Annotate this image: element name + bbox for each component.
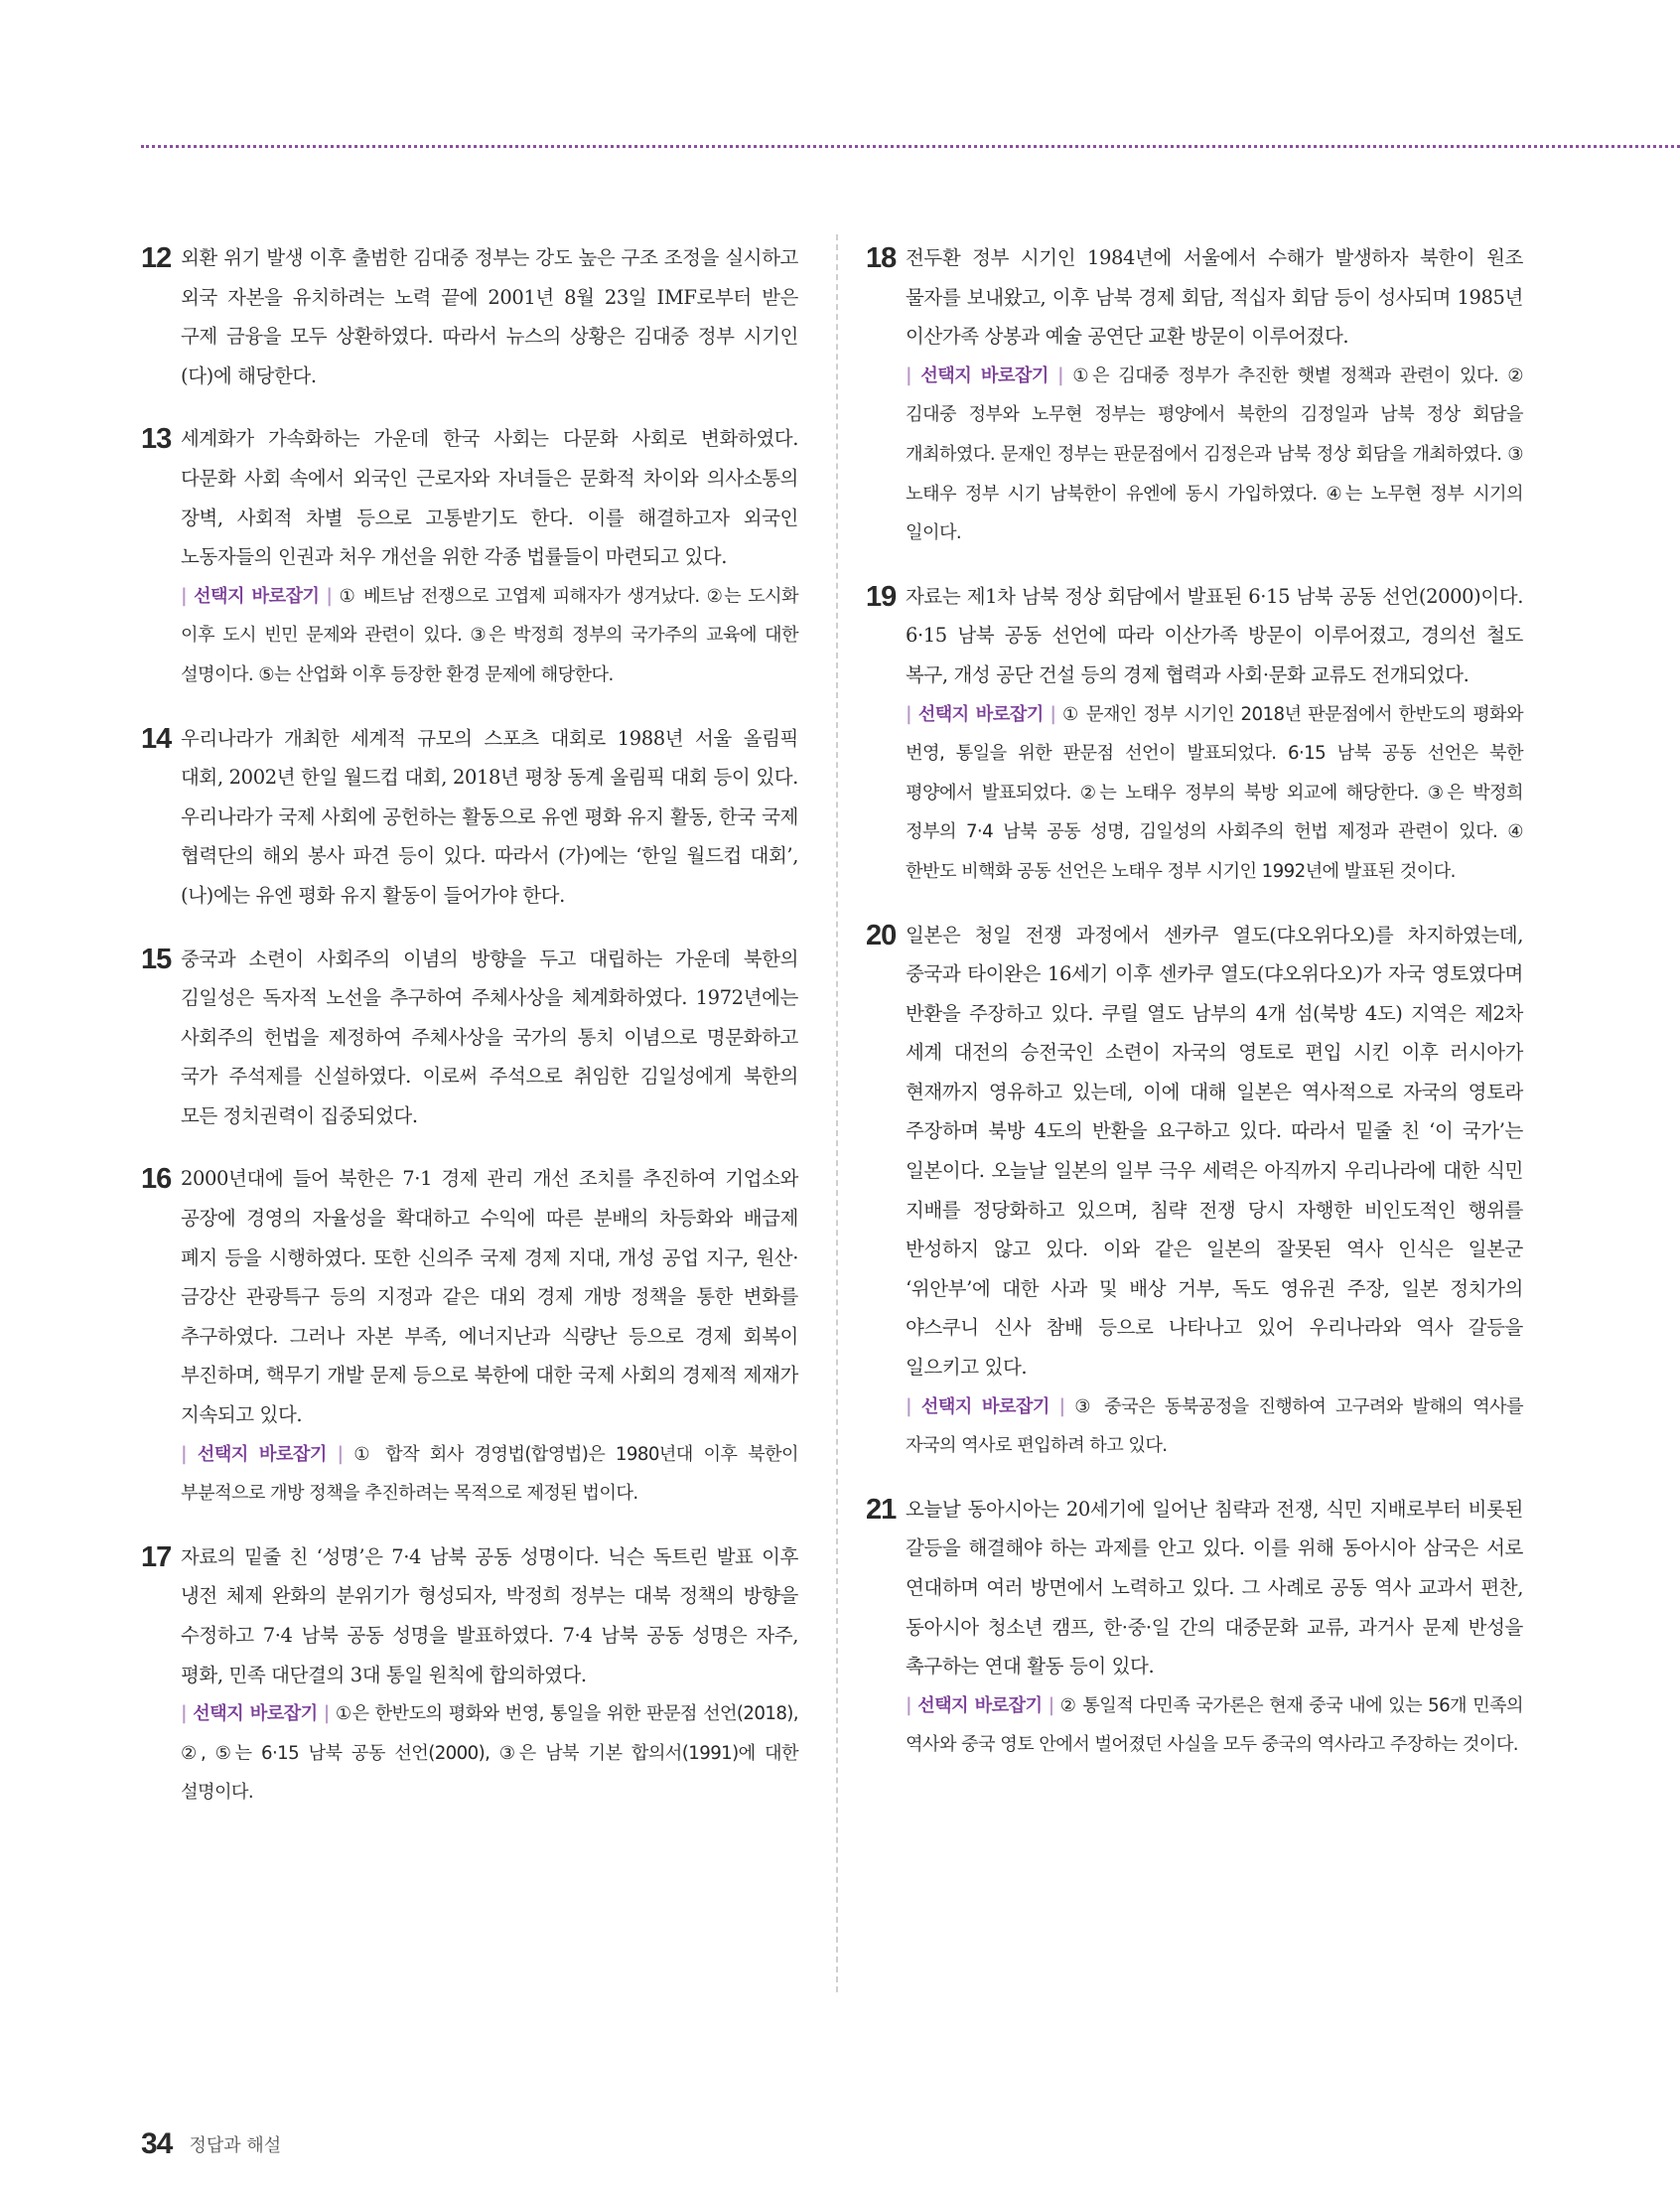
answer-item-14 bbox=[141, 719, 798, 916]
answer-item-20 bbox=[866, 916, 1523, 1466]
note-text: ① 합작 회사 경영법(합영법)은 1980년대 이후 북한이 부분적으로 개방 정책을 추진하려는 목적으로 제정된 법이다. bbox=[181, 1443, 798, 1505]
choice-correction-note bbox=[906, 357, 1523, 553]
page-label: 정답과 해설 bbox=[189, 2135, 282, 2156]
note-tag: 선택지 바로잡기 bbox=[194, 585, 320, 607]
answer-item-21 bbox=[866, 1490, 1523, 1765]
question-number: 20 bbox=[866, 919, 897, 951]
answer-explanation: 오늘날 동아시아는 20세기에 일어난 침략과 전쟁, 식민 지배로부터 비롯된 갈등을 해결해야 하는 과제를 안고 있다. 이를 위해 동아시아 삼국은 서로 연대하며 여러 방면에서 노력하고 있다. 그 사례로 공동 역사 교과서 편찬, 동아시아 청소년 캠프, 한·중·일 간의 대중문화 교류, 과거사 문제 반성을 촉구하는 연대 활동 등이 있다. bbox=[906, 1497, 1523, 1678]
note-tag: 선택지 바로잡기 bbox=[193, 1703, 318, 1725]
answer-explanation: 전두환 정부 시기인 1984년에 서울에서 수해가 발생하자 북한이 원조 물자를 보내왔고, 이후 남북 경제 회담, 적십자 회담 등이 성사되며 1985년 이산가족 상봉과 예술 공연단 교환 방문이 이루어졌다. bbox=[906, 246, 1523, 349]
note-tag: 선택지 바로잡기 bbox=[920, 1395, 1050, 1417]
answer-item-17 bbox=[141, 1537, 798, 1813]
note-bar: | bbox=[1050, 703, 1056, 725]
choice-correction-note bbox=[181, 1435, 798, 1514]
choice-correction-note bbox=[181, 1694, 798, 1813]
choice-correction-note bbox=[906, 1387, 1523, 1466]
question-number: 16 bbox=[141, 1163, 172, 1196]
page-footer bbox=[141, 2127, 281, 2161]
note-bar: | bbox=[323, 1703, 330, 1725]
answer-item-13 bbox=[141, 419, 798, 694]
note-bar: | bbox=[906, 703, 912, 725]
choice-correction-note bbox=[906, 1686, 1523, 1765]
left-column bbox=[141, 238, 798, 1836]
note-text: ① 문재인 정부 시기인 2018년 판문점에서 한반도의 평화와 번영, 통일을 위한 판문점 선언이 발표되었다. 6·15 남북 공동 선언은 북한 평양에서 발표되었다. ②는 노태우 정부의 북방 외교에 해당한다. ③은 박정희 정부의 7·4 남북 공동 성명, 김일성의 사회주의 헌법 제정과 관련이 있다. ④ 한반도 비핵화 공동 선언은 노태우 정부 시기인 1992년에 발표된 것이다. bbox=[906, 703, 1523, 882]
note-bar: | bbox=[1058, 1395, 1065, 1417]
note-bar: | bbox=[1048, 1694, 1054, 1716]
note-text: ①은 김대중 정부가 추진한 햇볕 정책과 관련이 있다. ② 김대중 정부와 노무현 정부는 평양에서 북한의 김정일과 남북 정상 회담을 개최하였다. 문재인 정부는 판문점에서 김정은과 남북 정상 회담을 개최하였다. ③ 노태우 정부 시기 남북한이 유엔에 동시 가입하였다. ④는 노무현 정부 시기의 일이다. bbox=[906, 365, 1523, 544]
answer-item-12 bbox=[141, 238, 798, 395]
question-number: 21 bbox=[866, 1493, 897, 1526]
answer-explanation: 2000년대에 들어 북한은 7·1 경제 관리 개선 조치를 추진하여 기업소와 공장에 경영의 자율성을 확대하고 수익에 따른 분배의 차등화와 배급제 폐지 등을 시행하였다. 또한 신의주 국제 경제 지대, 개성 공업 지구, 원산·금강산 관광특구 등의 지정과 같은 대외 경제 개방 정책을 통한 변화를 추구하였다. 그러나 자본 부족, 에너지난과 식량난 등으로 경제 회복이 부진하며, 핵무기 개발 문제 등으로 북한에 대한 국제 사회의 경제적 제재가 지속되고 있다. bbox=[181, 1167, 798, 1427]
answer-explanation: 자료는 제1차 남북 정상 회담에서 발표된 6·15 남북 공동 선언(2000)이다. 6·15 남북 공동 선언에 따라 이산가족 방문이 이루어졌고, 경의선 철도 복구, 개성 공단 건설 등의 경제 협력과 사회·문화 교류도 전개되었다. bbox=[906, 584, 1523, 686]
answer-explanation: 일본은 청일 전쟁 과정에서 센카쿠 열도(댜오위다오)를 차지하였는데, 중국과 타이완은 16세기 이후 센카쿠 열도(댜오위다오)가 자국 영토였다며 반환을 주장하고 있다. 쿠릴 열도 남부의 4개 섬(북방 4도) 지역은 제2차 세계 대전의 승전국인 소련이 자국의 영토로 편입 시킨 이후 러시아가 현재까지 영유하고 있는데, 이에 대해 일본은 역사적으로 자국의 영토라 주장하며 북방 4도의 반환을 요구하고 있다. 따라서 밑줄 친 ‘이 국가’는 일본이다. 오늘날 일본의 일부 극우 세력은 아직까지 우리나라에 대한 식민 지배를 정당화하고 있으며, 침략 전쟁 당시 자행한 비인도적인 행위를 반성하지 않고 있다. 이와 같은 일본의 잘못된 역사 인식은 일본군 ‘위안부’에 대한 사과 및 배상 거부, 독도 영유권 주장, 일본 정치가의 야스쿠니 신사 참배 등으로 나타나고 있어 우리나라와 역사 갈등을 일으키고 있다. bbox=[906, 923, 1523, 1380]
note-bar: | bbox=[181, 585, 188, 607]
answer-item-15 bbox=[141, 940, 798, 1136]
answer-explanation: 우리나라가 개최한 세계적 규모의 스포츠 대회로 1988년 서울 올림픽 대회, 2002년 한일 월드컵 대회, 2018년 평창 동계 올림픽 대회 등이 있다. 우리나라가 국제 사회에 공헌하는 활동으로 유엔 평화 유지 활동, 한국 국제 협력단의 해외 봉사 파견 등이 있다. 따라서 (가)에는 ‘한일 월드컵 대회’, (나)에는 유엔 평화 유지 활동이 들어가야 한다. bbox=[181, 726, 798, 907]
note-tag: 선택지 바로잡기 bbox=[917, 703, 1044, 725]
question-number: 18 bbox=[866, 242, 897, 274]
question-number: 13 bbox=[141, 423, 172, 456]
answer-explanation: 세계화가 가속화하는 가운데 한국 사회는 다문화 사회로 변화하였다. 다문화 사회 속에서 외국인 근로자와 자녀들은 문화적 차이와 의사소통의 장벽, 사회적 차별 등으로 고통받기도 한다. 이를 해결하고자 외국인 노동자들의 인권과 처우 개선을 위한 각종 법률들이 마련되고 있다. bbox=[181, 427, 798, 569]
note-bar: | bbox=[181, 1443, 188, 1465]
top-dotted-rule bbox=[141, 145, 1680, 148]
note-bar: | bbox=[1057, 365, 1064, 386]
question-number: 17 bbox=[141, 1540, 172, 1573]
note-text: ③ 중국은 동북공정을 진행하여 고구려와 발해의 역사를 자국의 역사로 편입하려 하고 있다. bbox=[906, 1395, 1523, 1457]
question-number: 15 bbox=[141, 943, 172, 975]
note-bar: | bbox=[181, 1703, 188, 1725]
question-number: 19 bbox=[866, 580, 897, 613]
note-text: ② 통일적 다민족 국가론은 현재 중국 내에 있는 56개 민족의 역사와 중국 영토 안에서 벌어졌던 사실을 모두 중국의 역사라고 주장하는 것이다. bbox=[906, 1694, 1523, 1756]
answer-explanation: 자료의 밑줄 친 ‘성명’은 7·4 남북 공동 성명이다. 닉슨 독트린 발표 이후 냉전 체제 완화의 분위기가 형성되자, 박정희 정부는 대북 정책의 방향을 수정하고 7·4 남북 공동 성명을 발표하였다. 7·4 남북 공동 성명은 자주, 평화, 민족 대단결의 3대 통일 원칙에 합의하였다. bbox=[181, 1544, 798, 1686]
note-text: ① 베트남 전쟁으로 고엽제 피해자가 생겨났다. ②는 도시화 이후 도시 빈민 문제와 관련이 있다. ③은 박정희 정부의 국가주의 교육에 대한 설명이다. ⑤는 산업화 이후 등장한 환경 문제에 해당한다. bbox=[181, 585, 798, 685]
right-column bbox=[866, 238, 1523, 1789]
question-number: 14 bbox=[141, 722, 172, 755]
choice-correction-note bbox=[906, 695, 1523, 892]
note-bar: | bbox=[326, 585, 333, 607]
question-number: 12 bbox=[141, 242, 172, 274]
answer-item-18 bbox=[866, 238, 1523, 553]
note-bar: | bbox=[906, 1694, 912, 1716]
note-bar: | bbox=[337, 1443, 344, 1465]
note-bar: | bbox=[906, 1395, 912, 1417]
answer-explanation: 외환 위기 발생 이후 출범한 김대중 정부는 강도 높은 구조 조정을 실시하고 외국 자본을 유치하려는 노력 끝에 2001년 8월 23일 IMF로부터 받은 구제 금융을 모두 상환하였다. 따라서 뉴스의 상황은 김대중 정부 시기인 (다)에 해당한다. bbox=[181, 246, 798, 387]
page-number: 34 bbox=[141, 2127, 173, 2160]
note-tag: 선택지 바로잡기 bbox=[920, 365, 1049, 386]
answer-explanation: 중국과 소련이 사회주의 이념의 방향을 두고 대립하는 가운데 북한의 김일성은 독자적 노선을 추구하여 주체사상을 체계화하였다. 1972년에는 사회주의 헌법을 제정하여 주체사상을 국가의 통치 이념으로 명문화하고 국가 주석제를 신설하였다. 이로써 주석으로 취임한 김일성에게 북한의 모든 정치권력이 집중되었다. bbox=[181, 947, 798, 1127]
note-text: ①은 한반도의 평화와 번영, 통일을 위한 판문점 선언(2018), ②, ⑤는 6·15 남북 공동 선언(2000), ③은 남북 기본 합의서(1991)에 대한 설명이다. bbox=[181, 1703, 798, 1804]
answer-item-16 bbox=[141, 1159, 798, 1513]
column-divider bbox=[836, 234, 838, 1992]
note-tag: 선택지 바로잡기 bbox=[197, 1443, 327, 1465]
choice-correction-note bbox=[181, 577, 798, 695]
answer-item-19 bbox=[866, 577, 1523, 892]
note-bar: | bbox=[906, 365, 912, 386]
note-tag: 선택지 바로잡기 bbox=[917, 1694, 1043, 1716]
